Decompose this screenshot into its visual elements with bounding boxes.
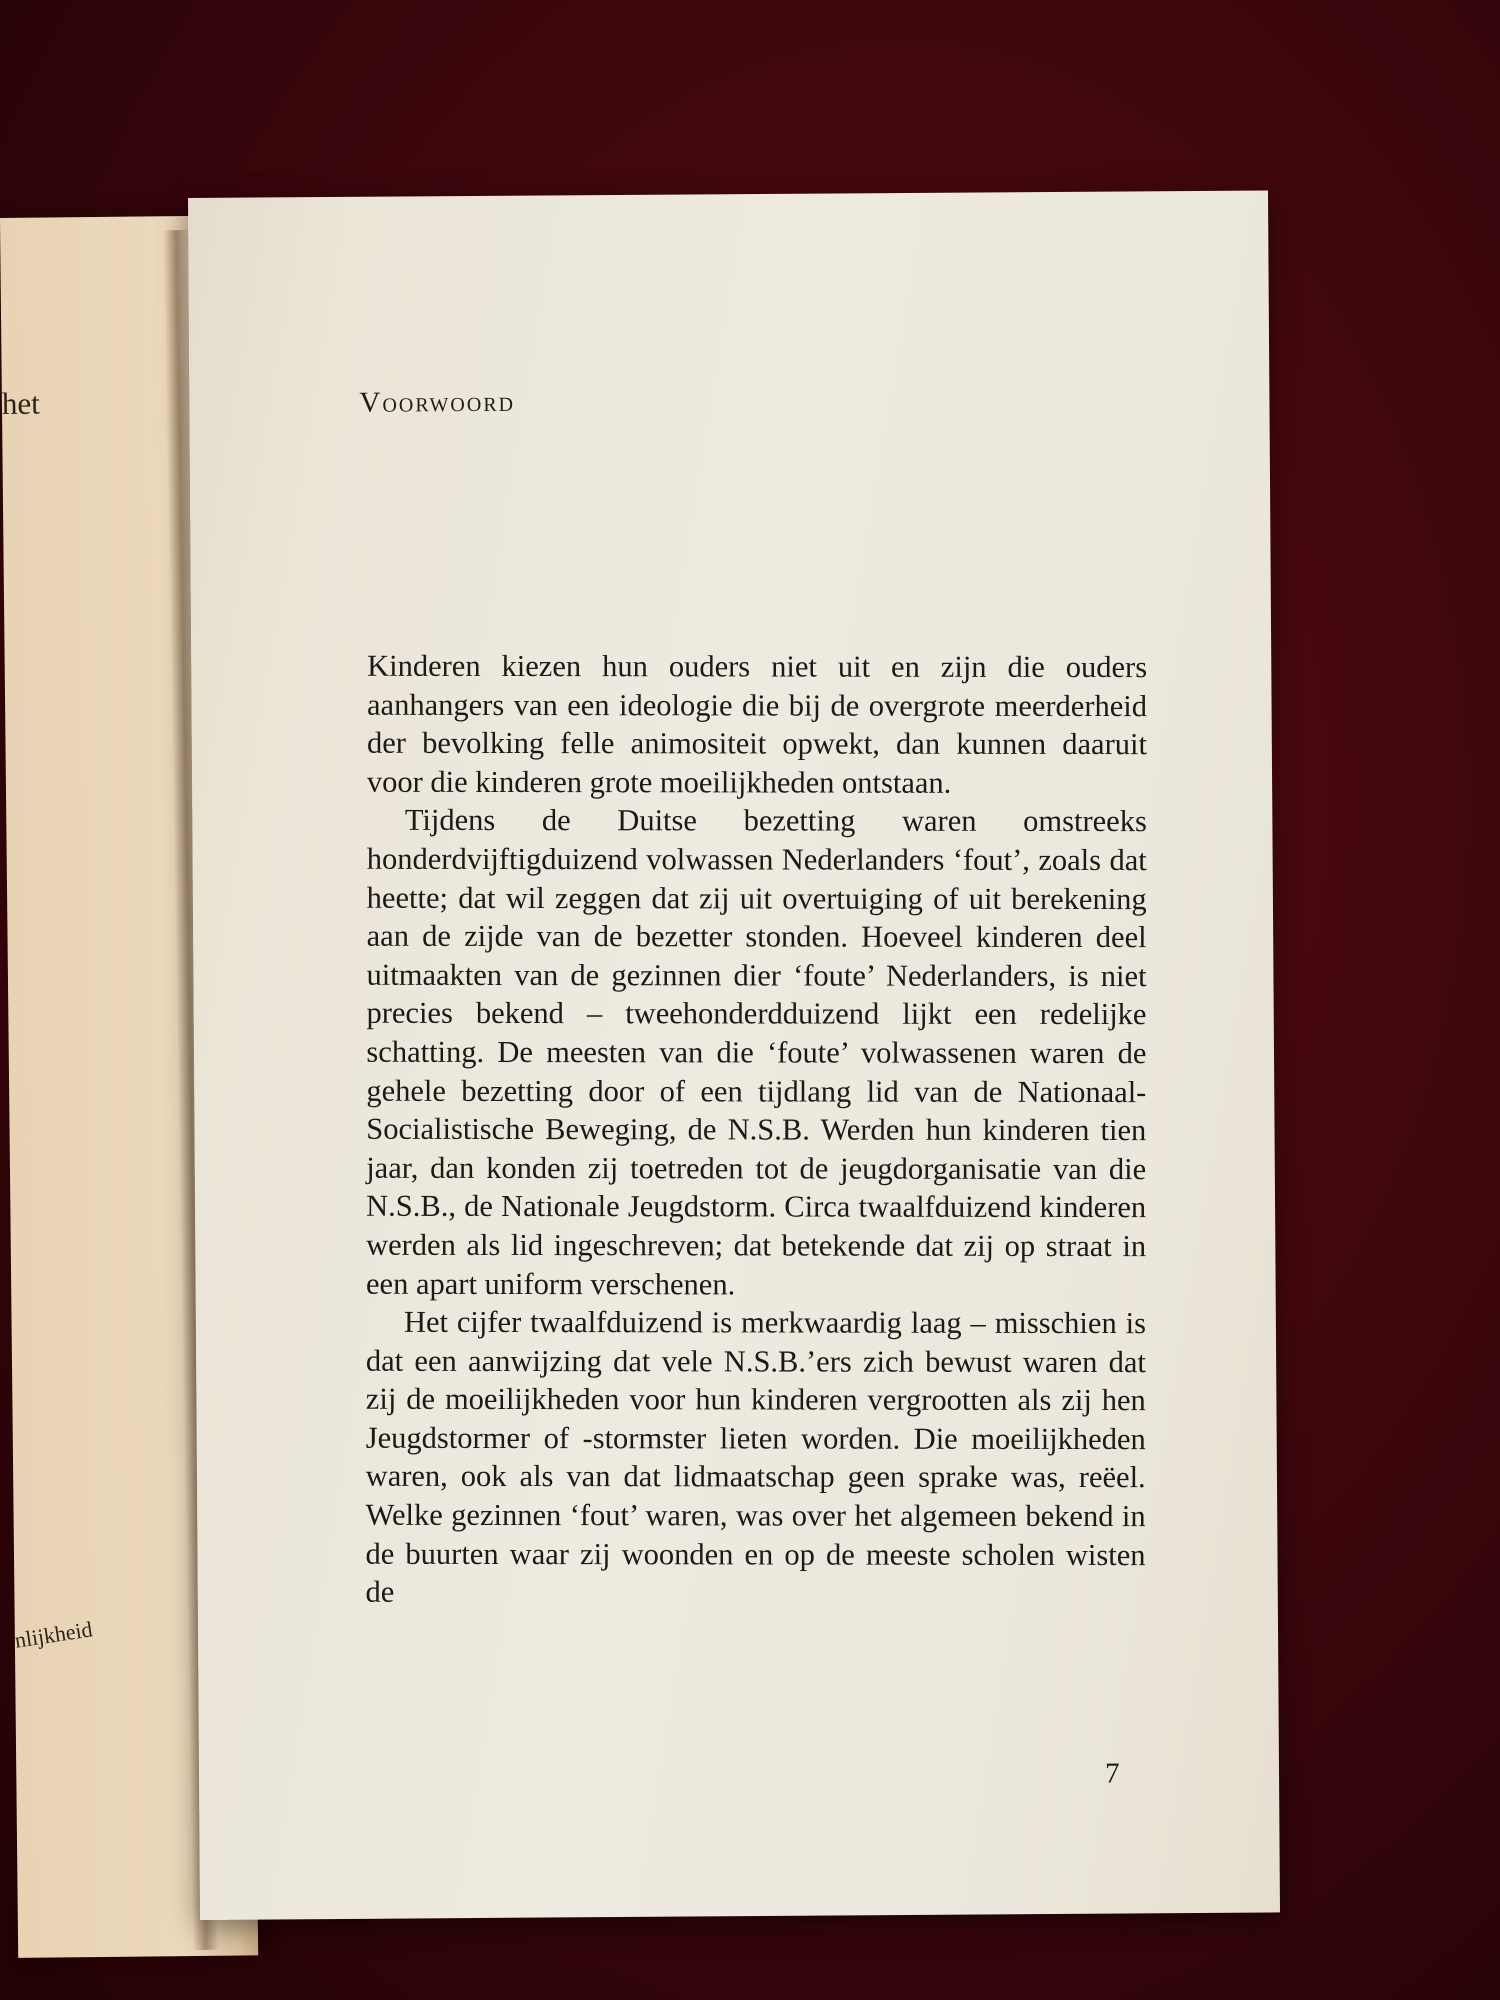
left-page-text-fragment-bottom: nlijkheid xyxy=(12,1616,95,1653)
page-number: 7 xyxy=(1104,1757,1120,1790)
chapter-heading: Voorwoord xyxy=(359,385,516,419)
right-page xyxy=(188,190,1280,1919)
paragraph: Kinderen kiezen hun ouders niet uit en zijn die ouders aanhangers van een ideologie die bij de overgrote meerderheid der bevolking felle animositeit opwekt, dan kunnen daaruit voor die kinderen grote moeilijkheden ontstaan. xyxy=(366,648,1148,800)
left-page-text-fragment: het xyxy=(1,385,40,421)
paragraph: Het cijfer twaalfduizend is merkwaardig laag – misschien is dat een aanwijzing dat vele N.S.B.’ers zich bewust waren dat zij de moeilijkheden voor hun kinderen vergrootten als zij hen Jeugdstormer of -stormster lieten worden. Die moeilijkheden waren, ook als van dat lidmaatschap geen sprake was, reëel. Welke gezinnen ‘fout’ waren, was over het algemeen bekend in de buurten waar zij woonden en op de meeste scholen wisten de xyxy=(365,1304,1146,1610)
paragraph: Tijdens de Duitse bezetting waren omstreeks honderdvijftigduizend volwassen Nederlanders ‘fout’, zoals dat heette; dat wil zeggen dat zij uit overtuiging of uit berekening aan de zijde van de bezetter stonden. Hoeveel kinderen deel uitmaakten van de gezinnen dier ‘foute’ Nederlanders, is niet precies bekend – tweehonderdduizend lijkt een redelijke schatting. De meesten van die ‘foute’ volwassenen waren de gehele bezetting door of een tijdlang lid van de Nationaal-Socialistische Beweging, de N.S.B. Werden hun kinderen tien jaar, dan konden zij toetreden tot de jeugdorganisatie van die N.S.B., de Nationale Jeugdstorm. Circa twaalfduizend kinderen werden als lid ingeschreven; dat betekende dat zij op straat in een apart uniform verschenen. xyxy=(365,803,1147,1301)
body-text xyxy=(365,647,1147,1613)
